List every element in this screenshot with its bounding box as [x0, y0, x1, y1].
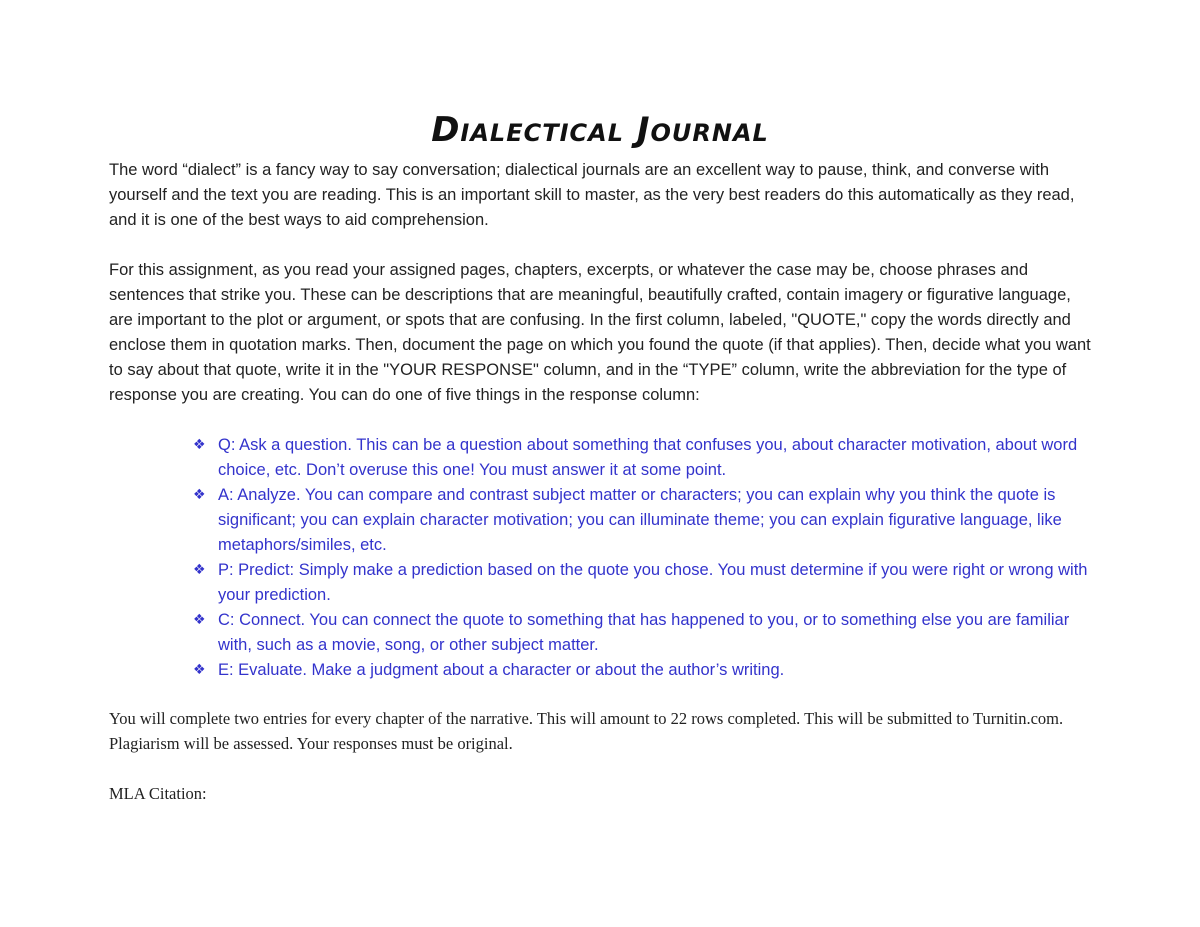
intro-paragraph: The word “dialect” is a fancy way to say conversation; dialectical journals are an excellent way to pause, think, and converse with yourself and the text you are reading. This is an important skill to master, as the very best readers do this automatically as they read, and it is one of the best ways to aid comprehension. [109, 161, 1075, 229]
list-item-analyze [193, 483, 1093, 558]
submission-paragraph: You will complete two entries for every chapter of the narrative. This will amount to 22 rows completed. This will be submitted to Turnitin.com. Plagiarism will be assessed. Your responses must be original. [109, 709, 1064, 753]
list-item-text: A: Analyze. You can compare and contrast subject matter or characters; you can explain why you think the quote is significant; you can explain character motivation; you can illuminate theme; you can explain figurative language, like metaphors/similes, etc. [218, 486, 1062, 554]
instructions-paragraph: For this assignment, as you read your assigned pages, chapters, excerpts, or whatever the case may be, choose phrases and sentences that strike you. These can be descriptions that are meaningful, beautifully crafted, contain imagery or figurative language, are important to the plot or argument, or spots that are confusing. In the first column, labeled, "QUOTE," copy the words directly and enclose them in quotation marks. Then, document the page on which you found the quote (if that applies). Then, decide what you want to say about that quote, write it in the "YOUR RESPONSE" column, and in the “TYPE” column, write the abbreviation for the type of response you are creating. You can do one of five things in the response column: [109, 261, 1091, 404]
mla-citation-label: MLA Citation: [109, 784, 207, 803]
response-types-list [193, 433, 1093, 683]
list-item-question [193, 433, 1093, 483]
list-item-text: E: Evaluate. Make a judgment about a character or about the author’s writing. [218, 661, 785, 679]
list-item-text: C: Connect. You can connect the quote to something that has happened to you, or to something else you are familiar with, such as a movie, song, or other subject matter. [218, 611, 1070, 654]
page-title: Dialectical Journal [431, 110, 769, 150]
list-item-predict [193, 558, 1093, 608]
diamond-bullet-icon: ❖ [193, 562, 206, 578]
diamond-bullet-icon: ❖ [193, 612, 206, 628]
list-item-evaluate [193, 658, 1093, 683]
diamond-bullet-icon: ❖ [193, 662, 206, 678]
diamond-bullet-icon: ❖ [193, 487, 206, 503]
list-item-connect [193, 608, 1093, 658]
list-item-text: Q: Ask a question. This can be a question about something that confuses you, about character motivation, about word choice, etc. Don’t overuse this one! You must answer it at some point. [218, 436, 1078, 479]
diamond-bullet-icon: ❖ [193, 437, 206, 453]
list-item-text: P: Predict: Simply make a prediction based on the quote you chose. You must determine if you were right or wrong with your prediction. [218, 561, 1088, 604]
